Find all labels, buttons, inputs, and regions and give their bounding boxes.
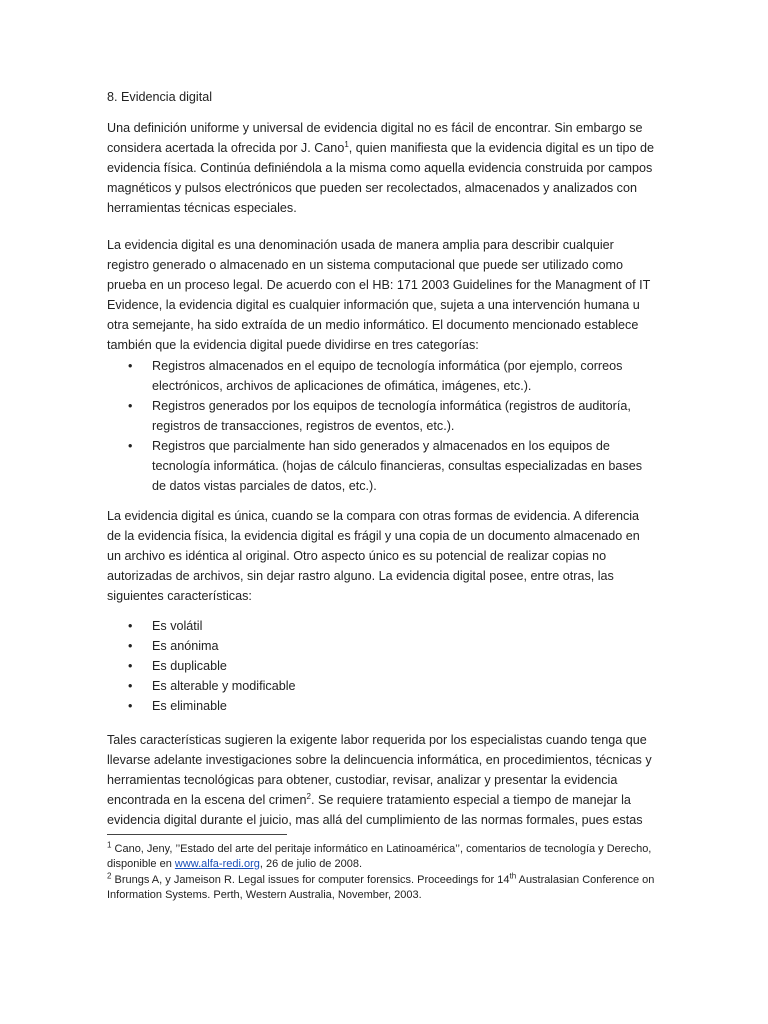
alfa-redi-link[interactable]: www.alfa-redi.org xyxy=(174,858,260,870)
footnote-ref-2[interactable]: 2 xyxy=(306,791,311,801)
paragraph-uniqueness: La evidencia digital es única, cuando se la compara con otras formas de evidencia. A diferencia de la evidencia física, la evidencia digital es frágil y una copia de un documento almacenado en un archivo es idéntica al original. Otro aspecto único es su potencial de realizar copias no autorizadas de archivos, sin dejar rastro alguno. La evidencia digital posee, entre otras, las siguientes características: xyxy=(107,509,640,603)
list-item: • Es duplicable xyxy=(107,656,655,676)
footnote-2: $^2$ Brungs A, y Jameison R. Legal issues for computer forensics. Proceedings for 14th Australasian Conference on Information Systems. Perth, Western Australia, November, 2003. xyxy=(107,871,655,901)
characteristics-list xyxy=(107,616,655,716)
footnote-separator xyxy=(107,834,287,835)
bullet-icon: • xyxy=(128,359,133,373)
footnote-ref-1[interactable]: 1 xyxy=(344,139,349,149)
list-item: • Registros que parcialmente han sido generados y almacenados en los equipos de tecnología informática. (hojas de cálculo financieras, consultas especializadas en bases de datos vistas parciales de datos, etc.). xyxy=(107,436,655,496)
footnotes xyxy=(107,842,655,904)
list-item: • Registros almacenados en el equipo de tecnología informática (por ejemplo, correos electrónicos, archivos de aplicaciones de ofimática, imágenes, etc.). xyxy=(107,356,655,396)
paragraph-requirements: Tales características sugieren la exigente labor requerida por los especialistas cuando tenga que llevarse adelante investigaciones sobre la delincuencia informática, en procedimientos, técnicas y herramientas tecnológicas para obtener, custodiar, revisar, analizar y presentar la evidencia encontrada en la escena del crimen$^2$. Se requiere tratamiento especial a tiempo de manejar la evidencia digital durante el juicio, mas allá del cumplimiento de las normas formales, pues estas xyxy=(107,733,652,827)
bullet-icon: • xyxy=(128,619,133,633)
list-item: • Es alterable y modificable xyxy=(107,676,655,696)
list-item: • Es volátil xyxy=(107,616,655,636)
bullet-icon: • xyxy=(128,679,133,693)
bullet-icon: • xyxy=(128,639,133,653)
footnote-1: $^1$ Cano, Jeny, ’’Estado del arte del peritaje informático en Latinoamérica’’, comentarios de tecnología y Derecho, disponible en www.alfa-redi.org, 26 de julio de 2008. xyxy=(107,840,652,870)
list-item: • Registros generados por los equipos de tecnología informática (registros de auditoría, registros de transacciones, registros de eventos, etc.). xyxy=(107,396,655,436)
paragraph-definition: Una definición uniforme y universal de evidencia digital no es fácil de encontrar. Sin embargo se considera acertada la ofrecida por J. Cano$^1$, quien manifiesta que la evidencia digital es un tipo de evidencia física. Continúa definiéndola a la misma como aquella evidencia construida por campos magnéticos y pulsos electrónicos que pueden ser recolectados, almacenados y analizados con herramientas técnicas especiales. xyxy=(107,121,655,215)
bullet-icon: • xyxy=(128,659,133,673)
paragraph-denomination: La evidencia digital es una denominación usada de manera amplia para describir cualquier registro generado o almacenado en un sistema computacional que puede ser utilizado como prueba en un proceso legal. De acuerdo con el HB: 171 2003 Guidelines for the Managment of IT Evidence, la evidencia digital es cualquier información que, sujeta a una intervención humana u otra semejante, ha sido extraída de un medio informático. El documento mencionado establece también que la evidencia digital puede dividirse en tres categorías: xyxy=(107,238,651,352)
categories-list xyxy=(107,356,655,496)
list-item: • Es anónima xyxy=(107,636,655,656)
bullet-icon: • xyxy=(128,439,133,453)
section-heading: 8. Evidencia digital xyxy=(107,90,213,104)
list-item: • Es eliminable xyxy=(107,696,655,716)
bullet-icon: • xyxy=(128,699,133,713)
bullet-icon: • xyxy=(128,399,133,413)
